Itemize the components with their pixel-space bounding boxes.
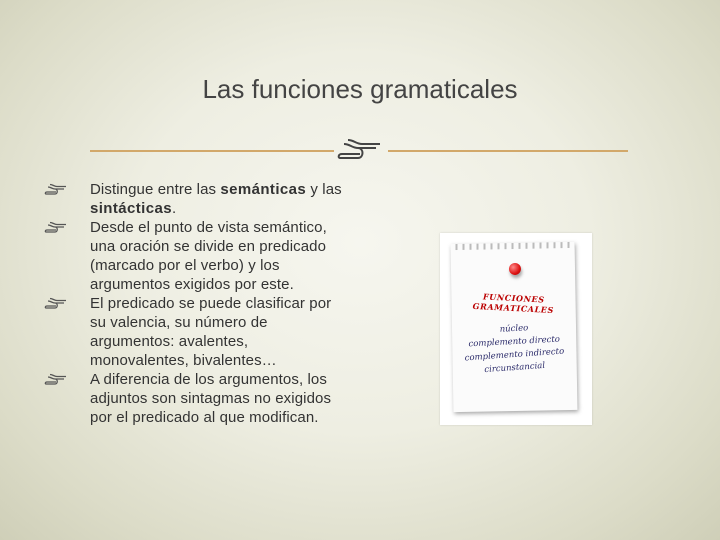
note-item: núcleo (499, 323, 529, 335)
bullet-text: y las (306, 181, 342, 198)
bullet-emphasis: semánticas (220, 181, 307, 198)
scroll-glyph-icon (44, 373, 68, 387)
scroll-glyph-icon (44, 183, 68, 197)
note-image (440, 233, 592, 425)
bullet-text: . (171, 200, 177, 217)
slide-title: Las funciones gramaticales (202, 74, 518, 104)
note-item: circunstancial (483, 360, 546, 376)
bullet-list (44, 180, 344, 427)
note-heading-line: FUNCIONES (482, 291, 545, 305)
bullet-emphasis: sintácticas (90, 200, 172, 217)
note-paper (451, 242, 578, 412)
bullet-item (44, 218, 344, 294)
pushpin-icon (509, 263, 521, 275)
note-list (452, 322, 577, 376)
scroll-glyph-icon (44, 221, 68, 235)
note-heading-line: GRAMATICALES (472, 300, 555, 316)
bullet-text: Desde el punto de vista semántico, una oración se divide en predicado (marcado por el verbo) y los argumentos exigidos por este. (90, 219, 327, 293)
title-divider-right (388, 150, 628, 152)
note-item: complemento directo (468, 334, 561, 350)
bullet-text: Distingue entre las (90, 181, 221, 198)
bullet-item (44, 294, 344, 370)
scroll-glyph-icon (44, 297, 68, 311)
bullet-item (44, 180, 344, 218)
note-item: complemento indirecto (464, 346, 565, 364)
scroll-glyph-icon (336, 138, 384, 166)
note-heading (451, 290, 576, 316)
bullet-text: El predicado se puede clasificar por su valencia, su número de argumentos: avalentes, monovalentes, bivalentes… (90, 295, 332, 369)
title-divider-left (90, 150, 334, 152)
bullet-text: A diferencia de los argumentos, los adjuntos son sintagmas no exigidos por el predicado al que modifican. (90, 371, 332, 426)
bullet-item (44, 370, 344, 427)
